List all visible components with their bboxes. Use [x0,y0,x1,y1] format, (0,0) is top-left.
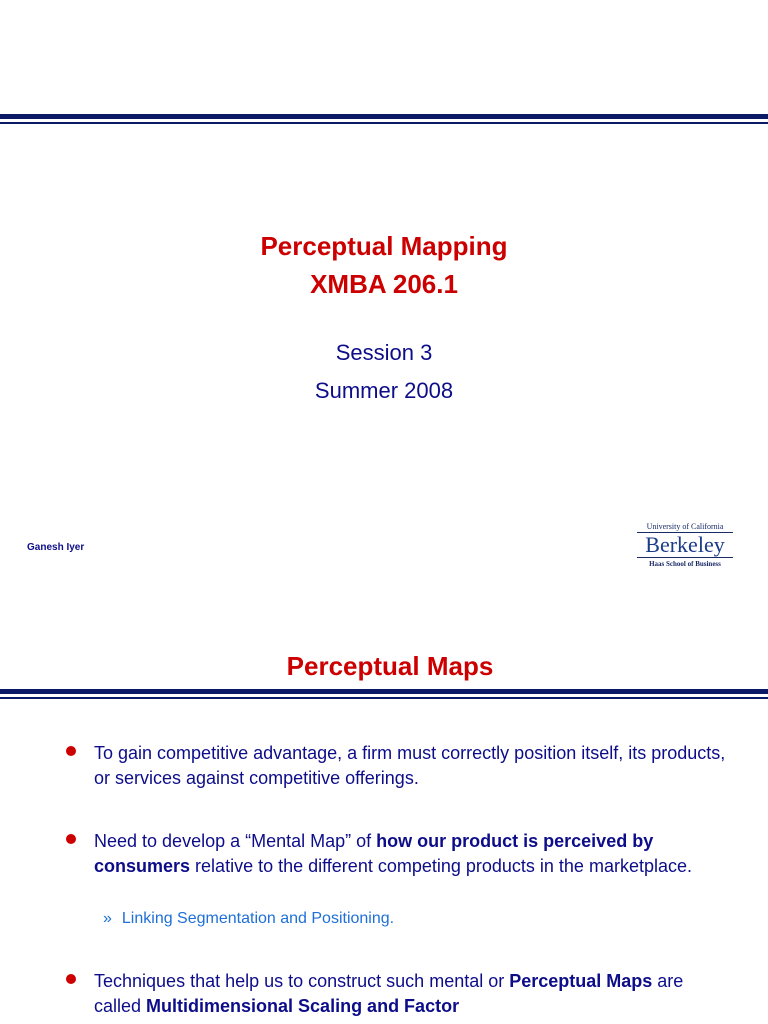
berkeley-haas-logo [637,522,733,568]
course-code: XMBA 206.1 [310,269,458,299]
bullet-dot-icon [66,834,76,844]
slide2-title: Perceptual Maps [286,651,494,681]
bullet-competitive-advantage: To gain competitive advantage, a firm must correctly position itself, its products, or services against competitive offerings. [94,743,726,788]
author-name: Ganesh Iyer [27,542,85,553]
top-divider-rule [0,114,768,124]
subbullet-text: Linking Segmentation and Positioning. [121,910,395,927]
slide-title: Perceptual Mapping [260,231,508,261]
bullet-text: relative to the different competing products in the marketplace. [190,856,692,876]
raquo-marker-icon: » [103,910,112,927]
bullet-dot-icon [66,974,76,984]
bullet-emphasis: Perceptual Maps [509,971,653,991]
bullet-emphasis: Multidimensional Scaling and Factor [146,996,460,1016]
logo-berkeley: Berkeley [637,533,733,558]
slide2-divider-rule [0,689,768,699]
logo-university: University of California [637,522,733,533]
bullet-dot-icon [66,746,76,756]
bullet-mental-map [94,829,734,879]
bullet-text: are called [94,971,684,1016]
bullet-text: Techniques that help us to construct such mental or [94,971,510,991]
subbullet-linking [103,910,394,928]
bullet-emphasis: how our product is perceived by consumers [94,831,654,876]
session-label: Session 3 [335,340,433,365]
logo-school: Haas School of Business [649,560,721,568]
bullet-techniques [94,969,734,1019]
term-label: Summer 2008 [314,378,454,403]
bullet-text: Need to develop a “Mental Map” of [94,831,377,851]
